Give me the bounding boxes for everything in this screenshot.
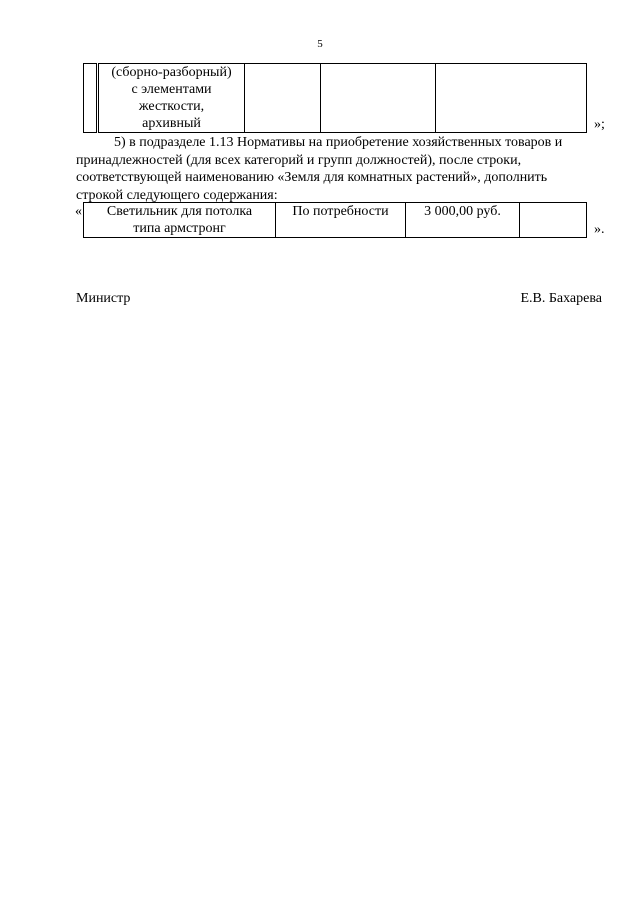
table-cell-empty: [321, 64, 436, 133]
amendment-paragraph: [76, 134, 602, 204]
table-fragment-continuation: [83, 63, 587, 133]
closing-quote: ».: [594, 222, 605, 237]
table-cell-description: [98, 64, 245, 133]
quantity-cell: По потребности: [276, 203, 406, 238]
table-cell-empty: [436, 64, 587, 133]
opening-quote: «: [75, 204, 82, 219]
price-cell: 3 000,00 руб.: [406, 203, 520, 238]
table-row: [84, 203, 587, 238]
signatory-position: Министр: [76, 291, 131, 306]
paragraph-line: 5) в подразделе 1.13 Нормативы на приобретение хозяйственных товаров и: [114, 135, 563, 150]
cell-line: архивный: [142, 116, 201, 131]
new-row-table: [83, 202, 587, 238]
closing-quote: »;: [594, 117, 605, 132]
cell-line: (сборно-разборный): [111, 65, 232, 80]
item-name-cell: [84, 203, 276, 238]
cell-line: жесткости,: [138, 99, 205, 114]
cell-line: с элементами: [131, 82, 212, 97]
table-cell-empty: [245, 64, 321, 133]
table-row: [84, 64, 587, 133]
signatory-name: Е.В. Бахарева: [520, 291, 602, 306]
table-cell-empty: [520, 203, 587, 238]
table-cell-empty: [84, 64, 98, 133]
cell-line: типа армстронг: [133, 221, 226, 236]
paragraph-line: принадлежностей (для всех категорий и групп должностей), после строки,: [76, 152, 522, 168]
paragraph-line: соответствующей наименованию «Земля для комнатных растений», дополнить: [76, 170, 548, 185]
cell-line: Светильник для потолка: [106, 204, 253, 219]
paragraph-line: строкой следующего содержания:: [76, 187, 278, 203]
page-number: 5: [317, 38, 323, 50]
